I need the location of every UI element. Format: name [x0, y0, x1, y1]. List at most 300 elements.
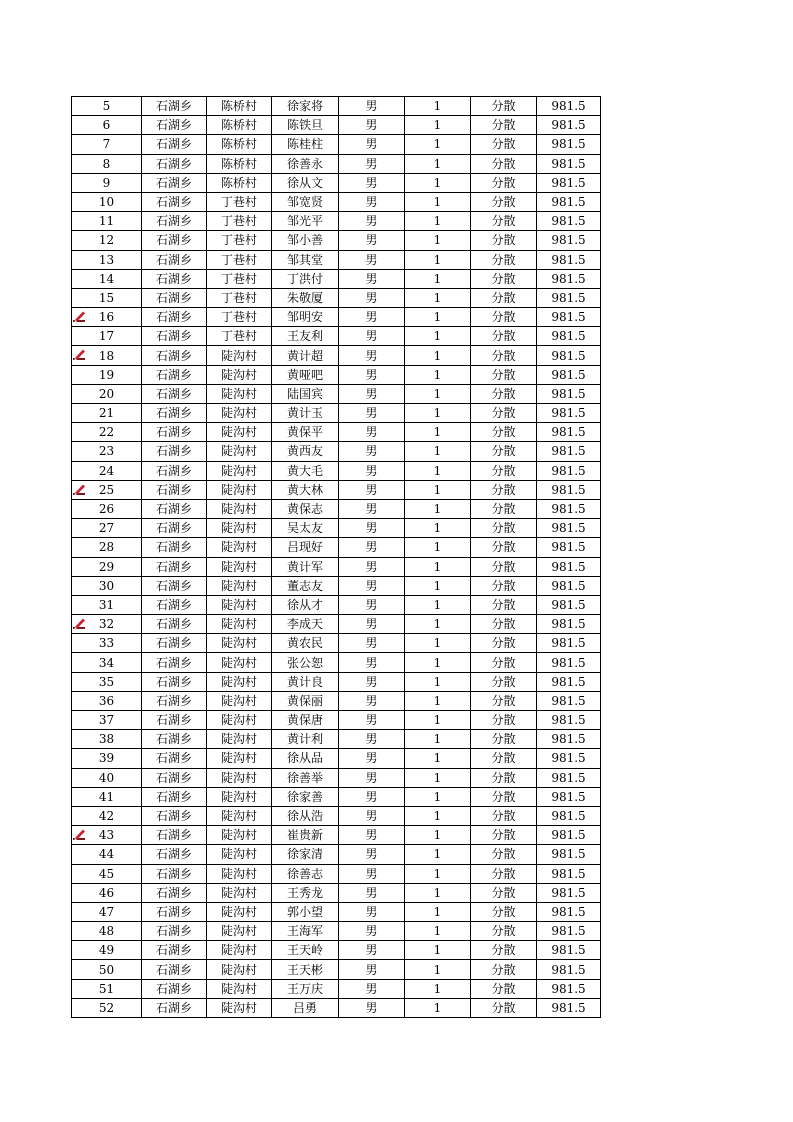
cell-support-type[interactable] — [471, 883, 537, 902]
cell-township[interactable] — [142, 615, 207, 634]
cell-number[interactable] — [72, 576, 142, 595]
cell-amount[interactable] — [537, 826, 601, 845]
cell-name[interactable] — [272, 404, 339, 423]
cell-support-type[interactable] — [471, 461, 537, 480]
cell-amount[interactable] — [537, 960, 601, 979]
cell-village[interactable] — [207, 135, 272, 154]
cell-township[interactable] — [142, 404, 207, 423]
cell-name[interactable] — [272, 346, 339, 365]
cell-township[interactable] — [142, 154, 207, 173]
cell-amount[interactable] — [537, 941, 601, 960]
cell-village[interactable] — [207, 365, 272, 384]
cell-sex[interactable] — [339, 308, 405, 327]
cell-village[interactable] — [207, 845, 272, 864]
cell-amount[interactable] — [537, 653, 601, 672]
comment-note-icon[interactable] — [72, 310, 86, 323]
cell-amount[interactable] — [537, 768, 601, 787]
cell-sex[interactable] — [339, 538, 405, 557]
cell-sex[interactable] — [339, 922, 405, 941]
cell-township[interactable] — [142, 960, 207, 979]
cell-count[interactable] — [405, 231, 471, 250]
cell-sex[interactable] — [339, 116, 405, 135]
cell-amount[interactable] — [537, 634, 601, 653]
cell-township[interactable] — [142, 97, 207, 116]
cell-sex[interactable] — [339, 845, 405, 864]
cell-amount[interactable] — [537, 595, 601, 614]
cell-township[interactable] — [142, 768, 207, 787]
cell-amount[interactable] — [537, 250, 601, 269]
cell-name[interactable] — [272, 538, 339, 557]
cell-amount[interactable] — [537, 384, 601, 403]
cell-amount[interactable] — [537, 615, 601, 634]
cell-amount[interactable] — [537, 519, 601, 538]
cell-amount[interactable] — [537, 845, 601, 864]
cell-sex[interactable] — [339, 768, 405, 787]
cell-number[interactable] — [72, 864, 142, 883]
cell-support-type[interactable] — [471, 173, 537, 192]
cell-amount[interactable] — [537, 135, 601, 154]
cell-sex[interactable] — [339, 595, 405, 614]
cell-amount[interactable] — [537, 269, 601, 288]
cell-number[interactable] — [72, 288, 142, 307]
cell-sex[interactable] — [339, 826, 405, 845]
cell-support-type[interactable] — [471, 557, 537, 576]
cell-count[interactable] — [405, 288, 471, 307]
cell-number[interactable] — [72, 902, 142, 921]
cell-village[interactable] — [207, 787, 272, 806]
cell-name[interactable] — [272, 97, 339, 116]
cell-name[interactable] — [272, 691, 339, 710]
cell-count[interactable] — [405, 979, 471, 998]
cell-name[interactable] — [272, 499, 339, 518]
comment-note-icon[interactable] — [72, 617, 86, 630]
cell-amount[interactable] — [537, 346, 601, 365]
cell-sex[interactable] — [339, 806, 405, 825]
cell-support-type[interactable] — [471, 327, 537, 346]
cell-village[interactable] — [207, 883, 272, 902]
cell-township[interactable] — [142, 288, 207, 307]
cell-name[interactable] — [272, 864, 339, 883]
cell-amount[interactable] — [537, 672, 601, 691]
cell-township[interactable] — [142, 519, 207, 538]
cell-number[interactable] — [72, 615, 142, 634]
cell-name[interactable] — [272, 269, 339, 288]
cell-number[interactable] — [72, 97, 142, 116]
cell-number[interactable] — [72, 135, 142, 154]
cell-count[interactable] — [405, 519, 471, 538]
cell-support-type[interactable] — [471, 576, 537, 595]
cell-name[interactable] — [272, 960, 339, 979]
cell-amount[interactable] — [537, 864, 601, 883]
cell-village[interactable] — [207, 519, 272, 538]
cell-sex[interactable] — [339, 711, 405, 730]
cell-village[interactable] — [207, 116, 272, 135]
cell-support-type[interactable] — [471, 998, 537, 1017]
cell-amount[interactable] — [537, 154, 601, 173]
cell-count[interactable] — [405, 154, 471, 173]
cell-number[interactable] — [72, 231, 142, 250]
cell-village[interactable] — [207, 998, 272, 1017]
cell-sex[interactable] — [339, 135, 405, 154]
cell-sex[interactable] — [339, 691, 405, 710]
cell-amount[interactable] — [537, 576, 601, 595]
cell-count[interactable] — [405, 806, 471, 825]
cell-amount[interactable] — [537, 308, 601, 327]
cell-number[interactable] — [72, 998, 142, 1017]
cell-support-type[interactable] — [471, 806, 537, 825]
cell-sex[interactable] — [339, 883, 405, 902]
cell-count[interactable] — [405, 653, 471, 672]
cell-village[interactable] — [207, 154, 272, 173]
cell-support-type[interactable] — [471, 480, 537, 499]
cell-amount[interactable] — [537, 423, 601, 442]
cell-sex[interactable] — [339, 173, 405, 192]
cell-sex[interactable] — [339, 979, 405, 998]
cell-township[interactable] — [142, 922, 207, 941]
cell-name[interactable] — [272, 212, 339, 231]
cell-name[interactable] — [272, 384, 339, 403]
cell-amount[interactable] — [537, 711, 601, 730]
cell-township[interactable] — [142, 365, 207, 384]
cell-support-type[interactable] — [471, 845, 537, 864]
cell-sex[interactable] — [339, 902, 405, 921]
cell-name[interactable] — [272, 192, 339, 211]
cell-support-type[interactable] — [471, 941, 537, 960]
cell-count[interactable] — [405, 480, 471, 499]
cell-number[interactable] — [72, 691, 142, 710]
cell-count[interactable] — [405, 423, 471, 442]
cell-name[interactable] — [272, 998, 339, 1017]
cell-name[interactable] — [272, 327, 339, 346]
cell-amount[interactable] — [537, 192, 601, 211]
cell-support-type[interactable] — [471, 346, 537, 365]
cell-name[interactable] — [272, 922, 339, 941]
cell-village[interactable] — [207, 250, 272, 269]
cell-support-type[interactable] — [471, 979, 537, 998]
cell-township[interactable] — [142, 826, 207, 845]
cell-number[interactable] — [72, 557, 142, 576]
cell-township[interactable] — [142, 192, 207, 211]
cell-support-type[interactable] — [471, 672, 537, 691]
cell-village[interactable] — [207, 308, 272, 327]
cell-township[interactable] — [142, 998, 207, 1017]
cell-sex[interactable] — [339, 346, 405, 365]
cell-township[interactable] — [142, 979, 207, 998]
cell-support-type[interactable] — [471, 154, 537, 173]
cell-count[interactable] — [405, 557, 471, 576]
cell-village[interactable] — [207, 231, 272, 250]
cell-support-type[interactable] — [471, 768, 537, 787]
cell-village[interactable] — [207, 691, 272, 710]
cell-amount[interactable] — [537, 806, 601, 825]
cell-sex[interactable] — [339, 615, 405, 634]
cell-name[interactable] — [272, 308, 339, 327]
cell-support-type[interactable] — [471, 250, 537, 269]
cell-sex[interactable] — [339, 384, 405, 403]
cell-support-type[interactable] — [471, 730, 537, 749]
cell-number[interactable] — [72, 212, 142, 231]
cell-support-type[interactable] — [471, 212, 537, 231]
cell-village[interactable] — [207, 902, 272, 921]
cell-name[interactable] — [272, 461, 339, 480]
cell-village[interactable] — [207, 826, 272, 845]
cell-count[interactable] — [405, 922, 471, 941]
cell-count[interactable] — [405, 768, 471, 787]
cell-township[interactable] — [142, 480, 207, 499]
cell-name[interactable] — [272, 941, 339, 960]
cell-count[interactable] — [405, 116, 471, 135]
cell-number[interactable] — [72, 442, 142, 461]
cell-sex[interactable] — [339, 998, 405, 1017]
cell-name[interactable] — [272, 768, 339, 787]
cell-support-type[interactable] — [471, 787, 537, 806]
cell-count[interactable] — [405, 346, 471, 365]
cell-support-type[interactable] — [471, 615, 537, 634]
cell-village[interactable] — [207, 960, 272, 979]
cell-support-type[interactable] — [471, 365, 537, 384]
cell-number[interactable] — [72, 519, 142, 538]
cell-sex[interactable] — [339, 787, 405, 806]
cell-count[interactable] — [405, 173, 471, 192]
cell-sex[interactable] — [339, 154, 405, 173]
cell-sex[interactable] — [339, 288, 405, 307]
cell-name[interactable] — [272, 480, 339, 499]
cell-support-type[interactable] — [471, 711, 537, 730]
cell-township[interactable] — [142, 595, 207, 614]
cell-amount[interactable] — [537, 749, 601, 768]
cell-village[interactable] — [207, 941, 272, 960]
cell-number[interactable] — [72, 154, 142, 173]
cell-number[interactable] — [72, 384, 142, 403]
cell-number[interactable] — [72, 250, 142, 269]
cell-name[interactable] — [272, 135, 339, 154]
cell-support-type[interactable] — [471, 653, 537, 672]
cell-amount[interactable] — [537, 557, 601, 576]
cell-name[interactable] — [272, 288, 339, 307]
cell-number[interactable] — [72, 749, 142, 768]
cell-name[interactable] — [272, 250, 339, 269]
cell-number[interactable] — [72, 365, 142, 384]
cell-township[interactable] — [142, 730, 207, 749]
cell-village[interactable] — [207, 730, 272, 749]
cell-sex[interactable] — [339, 653, 405, 672]
cell-village[interactable] — [207, 615, 272, 634]
cell-count[interactable] — [405, 308, 471, 327]
cell-name[interactable] — [272, 576, 339, 595]
cell-support-type[interactable] — [471, 231, 537, 250]
cell-township[interactable] — [142, 749, 207, 768]
cell-count[interactable] — [405, 404, 471, 423]
cell-name[interactable] — [272, 902, 339, 921]
cell-sex[interactable] — [339, 864, 405, 883]
cell-township[interactable] — [142, 346, 207, 365]
cell-sex[interactable] — [339, 365, 405, 384]
cell-township[interactable] — [142, 941, 207, 960]
cell-village[interactable] — [207, 192, 272, 211]
cell-sex[interactable] — [339, 423, 405, 442]
cell-name[interactable] — [272, 615, 339, 634]
cell-support-type[interactable] — [471, 423, 537, 442]
cell-support-type[interactable] — [471, 384, 537, 403]
cell-village[interactable] — [207, 595, 272, 614]
cell-village[interactable] — [207, 634, 272, 653]
cell-sex[interactable] — [339, 519, 405, 538]
cell-township[interactable] — [142, 308, 207, 327]
cell-village[interactable] — [207, 461, 272, 480]
cell-village[interactable] — [207, 557, 272, 576]
cell-number[interactable] — [72, 423, 142, 442]
cell-village[interactable] — [207, 384, 272, 403]
cell-count[interactable] — [405, 941, 471, 960]
cell-village[interactable] — [207, 653, 272, 672]
cell-amount[interactable] — [537, 883, 601, 902]
cell-support-type[interactable] — [471, 288, 537, 307]
cell-sex[interactable] — [339, 730, 405, 749]
cell-amount[interactable] — [537, 787, 601, 806]
cell-name[interactable] — [272, 845, 339, 864]
cell-number[interactable] — [72, 922, 142, 941]
cell-number[interactable] — [72, 806, 142, 825]
cell-township[interactable] — [142, 212, 207, 231]
cell-support-type[interactable] — [471, 97, 537, 116]
cell-sex[interactable] — [339, 231, 405, 250]
cell-number[interactable] — [72, 653, 142, 672]
cell-village[interactable] — [207, 288, 272, 307]
cell-number[interactable] — [72, 768, 142, 787]
cell-township[interactable] — [142, 653, 207, 672]
cell-number[interactable] — [72, 346, 142, 365]
cell-village[interactable] — [207, 442, 272, 461]
cell-support-type[interactable] — [471, 116, 537, 135]
cell-amount[interactable] — [537, 691, 601, 710]
cell-sex[interactable] — [339, 634, 405, 653]
cell-count[interactable] — [405, 327, 471, 346]
cell-number[interactable] — [72, 538, 142, 557]
cell-count[interactable] — [405, 576, 471, 595]
cell-name[interactable] — [272, 116, 339, 135]
cell-township[interactable] — [142, 135, 207, 154]
cell-name[interactable] — [272, 231, 339, 250]
cell-count[interactable] — [405, 97, 471, 116]
cell-township[interactable] — [142, 806, 207, 825]
cell-name[interactable] — [272, 423, 339, 442]
cell-number[interactable] — [72, 499, 142, 518]
cell-amount[interactable] — [537, 922, 601, 941]
cell-count[interactable] — [405, 730, 471, 749]
cell-count[interactable] — [405, 615, 471, 634]
cell-support-type[interactable] — [471, 442, 537, 461]
cell-count[interactable] — [405, 250, 471, 269]
cell-name[interactable] — [272, 557, 339, 576]
cell-village[interactable] — [207, 711, 272, 730]
cell-village[interactable] — [207, 806, 272, 825]
cell-township[interactable] — [142, 711, 207, 730]
cell-count[interactable] — [405, 826, 471, 845]
cell-sex[interactable] — [339, 327, 405, 346]
cell-village[interactable] — [207, 327, 272, 346]
cell-count[interactable] — [405, 787, 471, 806]
cell-village[interactable] — [207, 538, 272, 557]
cell-village[interactable] — [207, 749, 272, 768]
cell-township[interactable] — [142, 883, 207, 902]
cell-village[interactable] — [207, 922, 272, 941]
cell-name[interactable] — [272, 595, 339, 614]
cell-amount[interactable] — [537, 538, 601, 557]
cell-count[interactable] — [405, 672, 471, 691]
cell-name[interactable] — [272, 653, 339, 672]
cell-count[interactable] — [405, 135, 471, 154]
cell-support-type[interactable] — [471, 499, 537, 518]
cell-name[interactable] — [272, 806, 339, 825]
cell-village[interactable] — [207, 499, 272, 518]
cell-number[interactable] — [72, 672, 142, 691]
cell-count[interactable] — [405, 595, 471, 614]
cell-township[interactable] — [142, 845, 207, 864]
cell-sex[interactable] — [339, 941, 405, 960]
cell-number[interactable] — [72, 711, 142, 730]
cell-count[interactable] — [405, 902, 471, 921]
cell-amount[interactable] — [537, 288, 601, 307]
cell-name[interactable] — [272, 365, 339, 384]
cell-name[interactable] — [272, 730, 339, 749]
cell-sex[interactable] — [339, 442, 405, 461]
cell-support-type[interactable] — [471, 749, 537, 768]
cell-sex[interactable] — [339, 250, 405, 269]
cell-count[interactable] — [405, 538, 471, 557]
cell-village[interactable] — [207, 404, 272, 423]
cell-sex[interactable] — [339, 749, 405, 768]
cell-township[interactable] — [142, 634, 207, 653]
cell-sex[interactable] — [339, 192, 405, 211]
cell-amount[interactable] — [537, 442, 601, 461]
cell-count[interactable] — [405, 845, 471, 864]
cell-count[interactable] — [405, 883, 471, 902]
cell-village[interactable] — [207, 480, 272, 499]
cell-number[interactable] — [72, 404, 142, 423]
cell-township[interactable] — [142, 672, 207, 691]
cell-amount[interactable] — [537, 480, 601, 499]
cell-amount[interactable] — [537, 404, 601, 423]
cell-count[interactable] — [405, 499, 471, 518]
cell-count[interactable] — [405, 711, 471, 730]
cell-township[interactable] — [142, 902, 207, 921]
cell-amount[interactable] — [537, 998, 601, 1017]
cell-amount[interactable] — [537, 499, 601, 518]
cell-sex[interactable] — [339, 212, 405, 231]
cell-number[interactable] — [72, 116, 142, 135]
cell-count[interactable] — [405, 442, 471, 461]
cell-amount[interactable] — [537, 116, 601, 135]
cell-number[interactable] — [72, 595, 142, 614]
cell-township[interactable] — [142, 461, 207, 480]
cell-count[interactable] — [405, 960, 471, 979]
cell-township[interactable] — [142, 864, 207, 883]
cell-sex[interactable] — [339, 461, 405, 480]
cell-number[interactable] — [72, 327, 142, 346]
cell-village[interactable] — [207, 864, 272, 883]
cell-amount[interactable] — [537, 327, 601, 346]
cell-support-type[interactable] — [471, 192, 537, 211]
cell-sex[interactable] — [339, 499, 405, 518]
cell-count[interactable] — [405, 998, 471, 1017]
cell-village[interactable] — [207, 346, 272, 365]
cell-number[interactable] — [72, 960, 142, 979]
cell-support-type[interactable] — [471, 826, 537, 845]
comment-note-icon[interactable] — [72, 483, 86, 496]
cell-name[interactable] — [272, 749, 339, 768]
cell-amount[interactable] — [537, 212, 601, 231]
cell-name[interactable] — [272, 519, 339, 538]
